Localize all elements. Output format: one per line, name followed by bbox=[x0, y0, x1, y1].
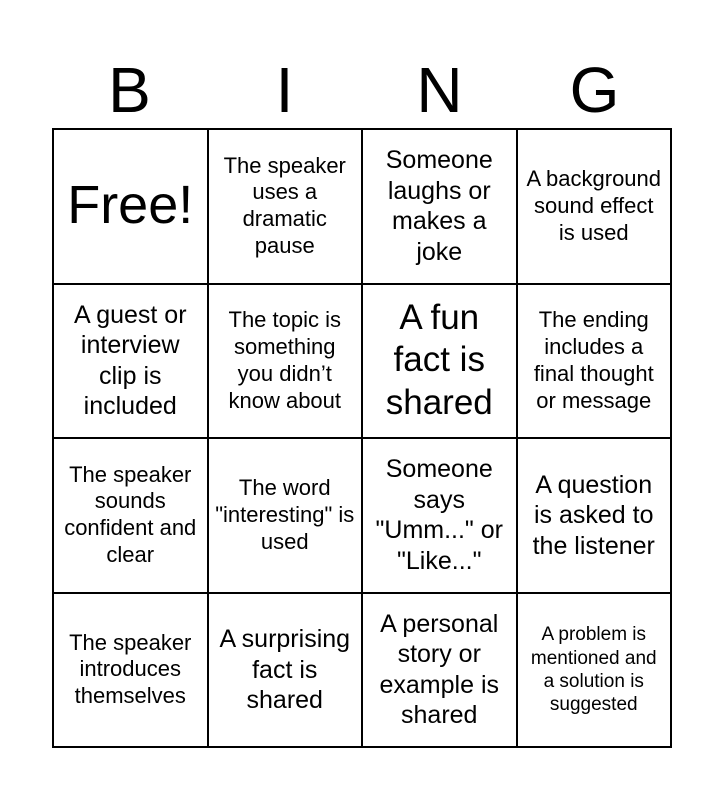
bingo-cell-text: A question is asked to the listener bbox=[532, 470, 655, 560]
bingo-cell[interactable] bbox=[518, 439, 673, 594]
bingo-cell-text: The topic is something you didn’t know about bbox=[228, 307, 342, 413]
bingo-cell[interactable] bbox=[363, 130, 518, 285]
bingo-cell-text: The word "interesting" is used bbox=[215, 475, 355, 554]
bingo-header bbox=[52, 52, 672, 128]
header-letter-b: B bbox=[108, 54, 151, 126]
bingo-cell[interactable] bbox=[363, 285, 518, 440]
header-letter-n: N bbox=[416, 54, 463, 126]
bingo-cell-text: The speaker introduces themselves bbox=[69, 629, 192, 709]
bingo-cell-text: The ending includes a final thought or message bbox=[533, 307, 654, 413]
bingo-cell[interactable] bbox=[363, 594, 518, 749]
header-letter-g: G bbox=[569, 54, 620, 126]
bingo-cell-text: Someone laughs or makes a joke bbox=[385, 146, 493, 266]
bingo-cell-text: Free! bbox=[67, 175, 194, 236]
bingo-cell[interactable] bbox=[209, 130, 364, 285]
bingo-cell[interactable] bbox=[363, 439, 518, 594]
bingo-cell-text: A personal story or example is shared bbox=[379, 609, 499, 730]
bingo-cell[interactable] bbox=[518, 285, 673, 440]
bingo-cell[interactable] bbox=[54, 439, 209, 594]
bingo-cell-text: A problem is mentioned and a solution is suggested bbox=[530, 624, 657, 715]
bingo-cell-free[interactable] bbox=[54, 130, 209, 285]
bingo-grid bbox=[52, 128, 672, 748]
bingo-cell[interactable] bbox=[209, 285, 364, 440]
bingo-cell-text: The speaker sounds confident and clear bbox=[64, 461, 197, 568]
bingo-cell-text: A guest or interview clip is included bbox=[73, 300, 187, 421]
bingo-cell-text: Someone says "Umm..." or "Like..." bbox=[375, 455, 503, 575]
bingo-cell[interactable] bbox=[54, 285, 209, 440]
bingo-cell[interactable] bbox=[518, 130, 673, 285]
bingo-cell-text: A background sound effect is used bbox=[526, 166, 662, 245]
bingo-cell-text: The speaker uses a dramatic pause bbox=[223, 152, 346, 259]
bingo-cell[interactable] bbox=[518, 594, 673, 749]
bingo-cell[interactable] bbox=[54, 594, 209, 749]
bingo-cell-text: A fun fact is shared bbox=[385, 297, 493, 423]
bingo-cell[interactable] bbox=[209, 594, 364, 749]
bingo-cell[interactable] bbox=[209, 439, 364, 594]
bingo-cell-text: A surprising fact is shared bbox=[219, 625, 351, 714]
header-letter-i: I bbox=[275, 54, 294, 126]
